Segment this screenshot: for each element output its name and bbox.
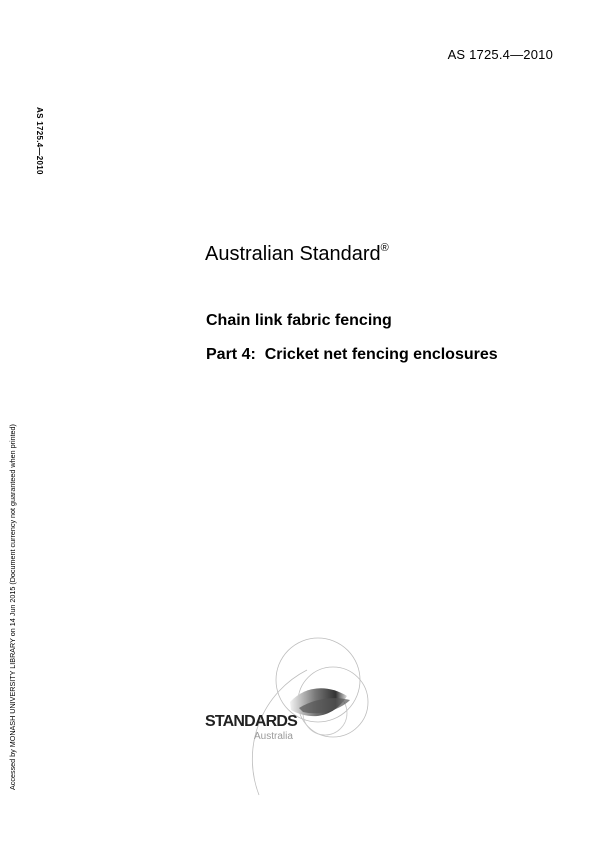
access-note: Accessed by MONASH UNIVERSITY LIBRARY on 14 Jun 2015 (Document currency not guaranteed when printed)	[8, 424, 17, 790]
standard-type	[205, 242, 389, 266]
standard-type-label: Australian Standard	[205, 243, 381, 265]
standards-australia-logo	[195, 630, 380, 805]
logo-wordmark: STANDARDS	[205, 713, 298, 730]
document-title: Chain link fabric fencing	[206, 312, 392, 329]
logo-subtext: Australia	[254, 731, 293, 742]
margin-document-number: AS 1725.4—2010	[35, 107, 44, 175]
document-subtitle: Part 4: Cricket net fencing enclosures	[206, 346, 498, 363]
registered-mark: ®	[380, 242, 389, 254]
document-number: AS 1725.4—2010	[447, 47, 553, 62]
